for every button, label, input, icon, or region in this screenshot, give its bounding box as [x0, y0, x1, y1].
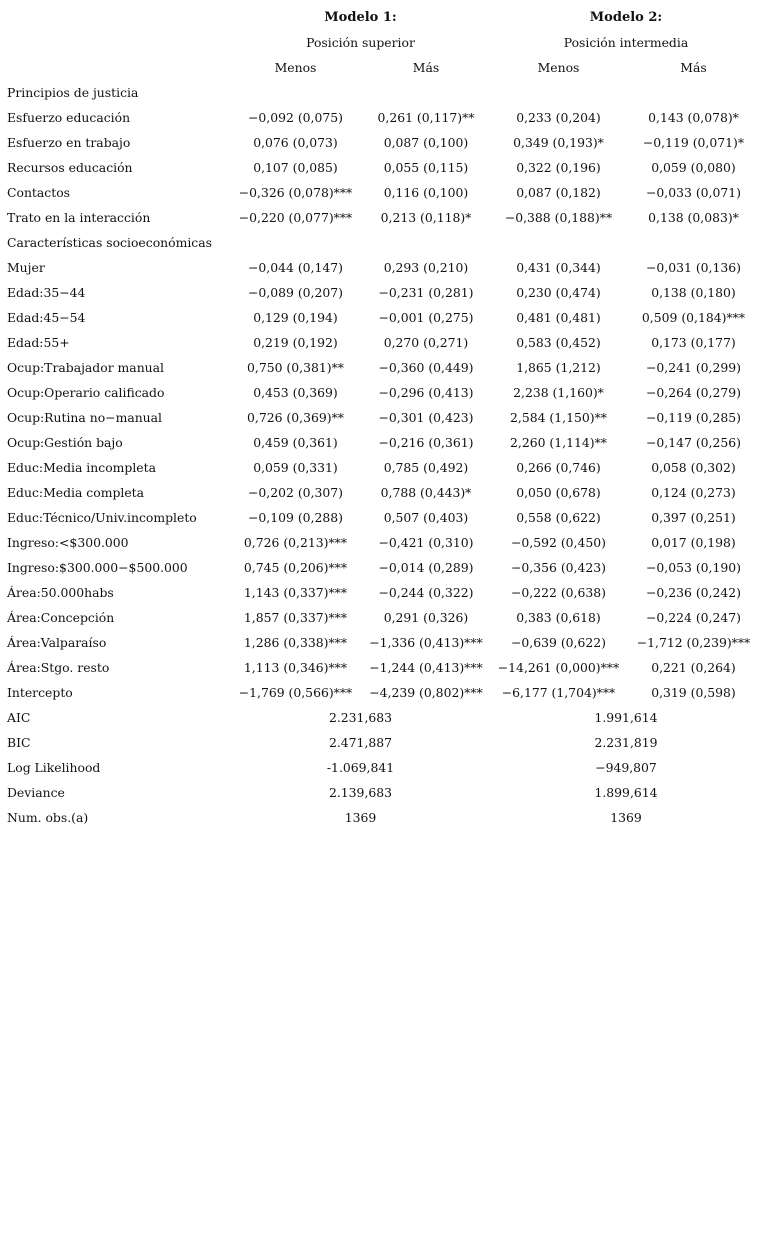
row-label: Ingreso:<$300.000 [7, 535, 129, 550]
coef-cell: 0,397 (0,251) [651, 510, 736, 525]
coef-cell: 0,270 (0,271) [383, 335, 469, 350]
coef-cell: −0,031 (0,136) [646, 260, 741, 275]
coef-cell: −0,244 (0,322) [378, 585, 474, 600]
stat-row [0, 755, 761, 780]
row-label: Intercepto [7, 685, 73, 700]
coef-cell: 0,124 (0,273) [651, 485, 736, 500]
coef-cell: 0,558 (0,622) [516, 510, 601, 525]
stat-label: Log Likelihood [7, 760, 101, 775]
row-label: Trato en la interacción [7, 210, 151, 225]
table-row [0, 455, 761, 480]
coef-cell: 0,583 (0,452) [516, 335, 601, 350]
coef-cell: 0,219 (0,192) [253, 335, 338, 350]
coef-cell: 1,857 (0,337)*** [243, 610, 348, 625]
coef-cell: 0,266 (0,746) [516, 460, 601, 475]
coef-cell: −1,769 (0,566)*** [238, 685, 353, 700]
stat-row [0, 705, 761, 730]
table-row [0, 355, 761, 380]
model2-subtitle: Posición intermedia [563, 35, 689, 50]
coef-cell: −0,202 (0,307) [248, 485, 343, 500]
table-row [0, 680, 761, 705]
coef-cell: 0,481 (0,481) [516, 310, 601, 325]
table-row [0, 405, 761, 430]
coef-cell: 0,087 (0,100) [383, 135, 469, 150]
stat-value-m2: 2.231,819 [594, 735, 658, 750]
row-label: Contactos [7, 185, 71, 200]
table-body [0, 80, 761, 830]
row-label: Ocup:Rutina no−manual [7, 410, 163, 425]
coef-cell: 0,076 (0,073) [253, 135, 338, 150]
coef-cell: 0,055 (0,115) [383, 160, 469, 175]
table-row [0, 630, 761, 655]
section-header-row [0, 230, 761, 255]
row-label: Esfuerzo en trabajo [7, 135, 131, 150]
coef-cell: −0,044 (0,147) [248, 260, 343, 275]
coef-cell: 0,173 (0,177) [651, 335, 736, 350]
row-label: Edad:45−54 [7, 310, 86, 325]
table-row [0, 330, 761, 355]
row-label: Esfuerzo educación [7, 110, 131, 125]
stat-label: BIC [7, 735, 31, 750]
coef-cell: −0,109 (0,288) [248, 510, 343, 525]
stat-value-m1: -1.069,841 [326, 760, 395, 775]
coef-cell: 0,383 (0,618) [516, 610, 601, 625]
coef-cell: 2,238 (1,160)* [513, 385, 604, 400]
coef-cell: 2,584 (1,150)** [510, 410, 607, 425]
coef-cell: 0,221 (0,264) [651, 660, 736, 675]
table-row [0, 480, 761, 505]
table-row [0, 380, 761, 405]
coef-cell: −0,092 (0,075) [248, 110, 343, 125]
col-header-m1-mas: Más [412, 60, 440, 75]
stat-row [0, 780, 761, 805]
stat-value-m2: 1.899,614 [594, 785, 658, 800]
table-row [0, 205, 761, 230]
table-row [0, 530, 761, 555]
coef-cell: 0,017 (0,198) [651, 535, 736, 550]
stat-value-m1: 1369 [344, 810, 377, 825]
coef-cell: 0,213 (0,118)* [380, 210, 472, 225]
coef-cell: 0,261 (0,117)** [377, 110, 475, 125]
table-row [0, 280, 761, 305]
coef-cell: 0,507 (0,403) [383, 510, 469, 525]
coef-cell: −0,639 (0,622) [511, 635, 606, 650]
row-label: Ocup:Operario calificado [7, 385, 165, 400]
coef-cell: 0,129 (0,194) [253, 310, 338, 325]
model1-subtitle: Posición superior [306, 35, 415, 50]
row-label: Educ:Media completa [7, 485, 145, 500]
stat-value-m2: −949,807 [595, 760, 657, 775]
coef-cell: −0,326 (0,078)*** [238, 185, 353, 200]
section-header-row [0, 80, 761, 105]
coef-cell: −0,231 (0,281) [378, 285, 474, 300]
coef-cell: 0,107 (0,085) [253, 160, 338, 175]
coef-cell: −0,001 (0,275) [378, 310, 474, 325]
coef-cell: 0,058 (0,302) [651, 460, 736, 475]
row-label: Educ:Media incompleta [7, 460, 156, 475]
row-label: Área:Concepción [7, 610, 115, 625]
coef-cell: 0,050 (0,678) [516, 485, 601, 500]
coef-cell: −0,147 (0,256) [646, 435, 741, 450]
coef-cell: 0,059 (0,331) [253, 460, 338, 475]
coef-cell: −0,220 (0,077)*** [238, 210, 353, 225]
coef-cell: 0,788 (0,443)* [380, 485, 472, 500]
coef-cell: 0,459 (0,361) [253, 435, 338, 450]
row-label: Mujer [7, 260, 45, 275]
coef-cell: −0,421 (0,310) [378, 535, 474, 550]
row-label: Ocup:Gestión bajo [7, 435, 123, 450]
coef-cell: −0,014 (0,289) [378, 560, 474, 575]
coef-cell: −4,239 (0,802)*** [369, 685, 483, 700]
coef-cell: −0,296 (0,413) [378, 385, 474, 400]
coef-cell: 1,865 (1,212) [516, 360, 601, 375]
coef-cell: −1,244 (0,413)*** [369, 660, 483, 675]
coef-cell: 0,785 (0,492) [383, 460, 469, 475]
col-header-m2-menos: Menos [537, 60, 580, 75]
coef-cell: −0,224 (0,247) [646, 610, 741, 625]
coef-cell: −0,360 (0,449) [378, 360, 474, 375]
coef-cell: −0,592 (0,450) [511, 535, 606, 550]
table-row [0, 580, 761, 605]
stat-label: AIC [7, 710, 31, 725]
table-row [0, 555, 761, 580]
coef-cell: 0,349 (0,193)* [513, 135, 604, 150]
section-socio-label: Características socioeconómicas [7, 235, 212, 250]
coef-cell: 0,726 (0,213)*** [243, 535, 348, 550]
table-row [0, 605, 761, 630]
coef-cell: −0,264 (0,279) [646, 385, 741, 400]
row-label: Área:50.000habs [7, 585, 114, 600]
coef-cell: −1,712 (0,239)*** [636, 635, 751, 650]
table-row [0, 430, 761, 455]
stat-label: Deviance [7, 785, 65, 800]
coef-cell: −14,261 (0,000)*** [497, 660, 620, 675]
coef-cell: −1,336 (0,413)*** [369, 635, 483, 650]
coef-cell: 0,750 (0,381)** [247, 360, 344, 375]
coef-cell: −0,301 (0,423) [378, 410, 474, 425]
coef-cell: 0,322 (0,196) [516, 160, 601, 175]
coef-cell: 0,293 (0,210) [383, 260, 469, 275]
coef-cell: −0,241 (0,299) [646, 360, 741, 375]
table-row [0, 305, 761, 330]
stat-value-m2: 1.991,614 [594, 710, 658, 725]
table-row [0, 105, 761, 130]
coef-cell: 0,745 (0,206)*** [243, 560, 348, 575]
coef-cell: 0,143 (0,078)* [648, 110, 739, 125]
coef-cell: 0,059 (0,080) [651, 160, 736, 175]
section-justice-label: Principios de justicia [7, 85, 139, 100]
coef-cell: 0,431 (0,344) [516, 260, 601, 275]
coef-cell: 0,453 (0,369) [253, 385, 338, 400]
table-header [0, 5, 761, 80]
coef-cell: 0,230 (0,474) [516, 285, 601, 300]
coef-cell: −0,119 (0,071)* [642, 135, 745, 150]
table-row [0, 255, 761, 280]
stat-value-m1: 2.471,887 [328, 735, 393, 750]
row-label: Ocup:Trabajador manual [7, 360, 165, 375]
stat-row [0, 805, 761, 830]
row-label: Edad:35−44 [7, 285, 86, 300]
coef-cell: 0,291 (0,326) [383, 610, 469, 625]
row-label: Área:Valparaíso [7, 635, 107, 650]
stat-label: Num. obs.(a) [7, 810, 89, 825]
table-row [0, 655, 761, 680]
coef-cell: 0,087 (0,182) [516, 185, 601, 200]
coef-cell: −0,053 (0,190) [646, 560, 741, 575]
coef-cell: 0,138 (0,180) [651, 285, 736, 300]
coef-cell: −0,089 (0,207) [248, 285, 343, 300]
stat-value-m1: 2.139,683 [328, 785, 393, 800]
table-row [0, 180, 761, 205]
coef-cell: 1,113 (0,346)*** [243, 660, 348, 675]
coef-cell: 1,143 (0,337)*** [243, 585, 348, 600]
coef-cell: 0,509 (0,184)*** [641, 310, 746, 325]
row-label: Ingreso:$300.000−$500.000 [7, 560, 188, 575]
coef-cell: 0,233 (0,204) [516, 110, 601, 125]
coef-cell: 0,319 (0,598) [651, 685, 736, 700]
row-label: Recursos educación [7, 160, 133, 175]
model2-title: Modelo 2: [589, 10, 663, 25]
regression-table [0, 5, 761, 830]
coef-cell: 0,116 (0,100) [383, 185, 469, 200]
coef-cell: −0,216 (0,361) [378, 435, 474, 450]
coef-cell: 2,260 (1,114)** [510, 435, 607, 450]
row-label: Área:Stgo. resto [7, 660, 110, 675]
row-label: Educ:Técnico/Univ.incompleto [7, 510, 197, 525]
coef-cell: −0,222 (0,638) [511, 585, 606, 600]
coef-cell: −6,177 (1,704)*** [501, 685, 616, 700]
col-header-m1-menos: Menos [274, 60, 317, 75]
coef-cell: 1,286 (0,338)*** [243, 635, 348, 650]
coef-cell: 0,138 (0,083)* [648, 210, 739, 225]
coef-cell: −0,033 (0,071) [646, 185, 741, 200]
coef-cell: −0,356 (0,423) [511, 560, 606, 575]
stat-value-m1: 2.231,683 [328, 710, 393, 725]
stat-row [0, 730, 761, 755]
coef-cell: −0,236 (0,242) [646, 585, 741, 600]
row-label: Edad:55+ [7, 335, 70, 350]
table-row [0, 155, 761, 180]
col-header-m2-mas: Más [680, 60, 707, 75]
table-row [0, 130, 761, 155]
table-row [0, 505, 761, 530]
coef-cell: −0,388 (0,188)** [504, 210, 613, 225]
coef-cell: 0,726 (0,369)** [247, 410, 344, 425]
stat-value-m2: 1369 [610, 810, 642, 825]
model1-title: Modelo 1: [324, 10, 397, 25]
coef-cell: −0,119 (0,285) [646, 410, 741, 425]
